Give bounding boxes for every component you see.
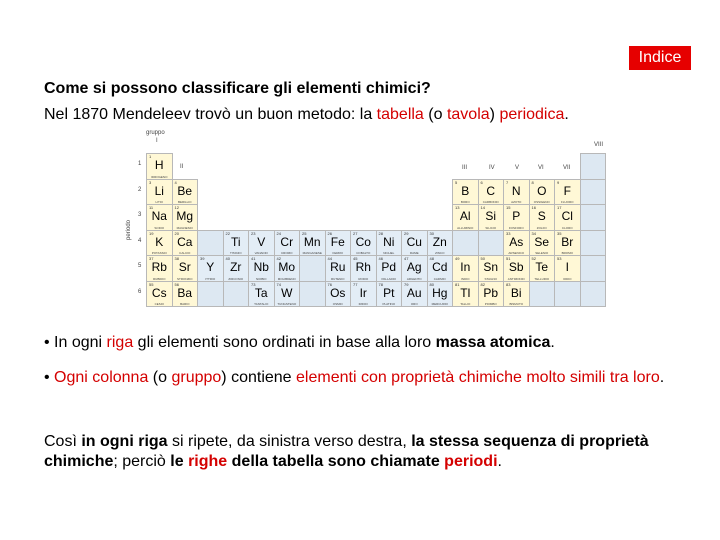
element-name: CROMO	[281, 251, 293, 255]
element-symbol: P	[512, 209, 521, 223]
element-cell	[248, 281, 275, 308]
element-name: BISMUTO	[509, 302, 524, 306]
atomic-number: 76	[327, 281, 332, 287]
atomic-number: 29	[404, 230, 409, 236]
bullet2-mid2: ) contiene	[221, 369, 297, 386]
atomic-number: 55	[149, 281, 154, 287]
element-cell	[325, 281, 352, 308]
atomic-number: 41	[251, 256, 256, 261]
element-symbol: Te	[535, 260, 549, 274]
element-symbol: Cr	[280, 234, 294, 249]
group-label-I: I	[156, 138, 158, 144]
periodic-table	[126, 130, 604, 310]
element-cell	[452, 281, 479, 308]
element-cell	[223, 255, 250, 282]
element-name: BORO	[460, 200, 470, 204]
element-name: COBALTO	[356, 251, 371, 255]
element-cell-empty	[554, 281, 581, 308]
period-number: 4	[138, 237, 142, 244]
element-name: IRIDIO	[358, 302, 368, 306]
atomic-number: 17	[557, 205, 562, 210]
element-cell	[299, 230, 326, 257]
atomic-number: 78	[378, 281, 383, 287]
period-number: 1	[138, 161, 142, 167]
element-name: POTASSIO	[151, 251, 167, 255]
closing-tail: della tabella sono chiamate	[227, 453, 445, 470]
atomic-number: 7	[506, 179, 509, 185]
atomic-number: 50	[480, 256, 485, 261]
atomic-number: 48	[429, 256, 434, 261]
element-name: ITTRIO	[205, 276, 216, 281]
element-symbol: Ta	[254, 285, 268, 300]
element-name: ARSENICO	[508, 251, 525, 255]
element-name: OSSIGENO	[533, 200, 550, 204]
gruppo-label: gruppo	[146, 130, 165, 136]
element-cell	[146, 204, 173, 231]
element-name: PLATINO	[382, 302, 396, 306]
element-name: MOLIBDENO	[277, 276, 296, 281]
bullet2-end: .	[659, 369, 665, 386]
intro-pre: Nel 1870 Mendeleev trovò un buon metodo: la	[44, 106, 377, 123]
element-name: MAGNESIO	[176, 225, 193, 230]
element-symbol: Zr	[230, 260, 242, 274]
element-name: VANADIO	[254, 251, 268, 255]
bullet-dot: •	[44, 334, 55, 351]
element-name: PALLADIO	[381, 276, 396, 281]
element-symbol: Cl	[561, 209, 573, 223]
atomic-number: 16	[531, 205, 536, 210]
closing-sequence: la stessa sequenza di proprietà chimiche	[44, 433, 649, 470]
atomic-number: 46	[378, 256, 383, 261]
atomic-number: 27	[353, 230, 358, 236]
element-name: LITIO	[155, 200, 163, 204]
group-label-VII: VII	[563, 165, 571, 171]
atomic-number: 3	[149, 179, 152, 185]
element-name: INDIO	[461, 276, 470, 281]
element-cell	[172, 179, 199, 206]
element-cell-empty	[580, 204, 607, 231]
element-cell	[478, 255, 505, 282]
element-symbol: Na	[151, 209, 167, 223]
element-symbol: B	[461, 183, 470, 198]
element-cell	[554, 230, 581, 257]
element-name: ANTIMONIO	[507, 276, 525, 281]
element-cell	[529, 255, 556, 282]
element-cell	[350, 281, 377, 308]
element-symbol: Rb	[151, 260, 167, 274]
atomic-number: 44	[327, 256, 332, 261]
bullet2-gruppo: gruppo	[171, 369, 222, 386]
group-label-IV: IV	[489, 165, 495, 171]
element-symbol: Si	[485, 209, 497, 223]
element-name: FERRO	[332, 251, 343, 255]
atomic-number: 34	[531, 230, 536, 236]
closing-end: .	[497, 453, 502, 470]
intro-mid2: )	[489, 106, 500, 123]
element-cell-empty	[452, 230, 479, 257]
element-name: MERCURIO	[431, 302, 448, 306]
element-symbol: S	[537, 209, 546, 223]
element-name: SELENIO	[535, 251, 549, 255]
element-cell	[503, 281, 530, 308]
element-symbol: N	[511, 183, 521, 198]
atomic-number: 13	[455, 205, 460, 210]
period-number: 2	[138, 186, 142, 193]
element-symbol: Tl	[460, 285, 471, 300]
element-name: OSMIO	[332, 302, 343, 306]
element-cell-empty	[580, 281, 607, 308]
element-symbol: I	[565, 260, 569, 274]
element-symbol: Mg	[176, 209, 194, 223]
atomic-number: 4	[174, 179, 177, 185]
element-cell	[401, 230, 428, 257]
element-cell	[376, 281, 403, 308]
element-symbol: Pb	[483, 285, 499, 300]
element-cell	[274, 281, 301, 308]
bullet-1	[44, 334, 555, 352]
atomic-number: 35	[557, 230, 562, 236]
element-symbol: Mn	[303, 234, 321, 249]
element-name: MANGANESE	[302, 251, 322, 255]
element-symbol: Sr	[178, 260, 191, 274]
atomic-number: 82	[480, 281, 485, 287]
atomic-number: 30	[429, 230, 434, 236]
intro-mid1: (o	[423, 106, 447, 123]
element-cell	[401, 281, 428, 308]
element-cell-empty	[299, 281, 326, 308]
element-cell-empty	[580, 153, 607, 180]
element-name: ZIRCONIO	[228, 276, 244, 281]
element-cell	[478, 281, 505, 308]
atomic-number: 33	[506, 230, 511, 236]
element-name: ALLUMINIO	[457, 225, 474, 230]
element-cell	[223, 230, 250, 257]
element-symbol: Hg	[432, 285, 448, 300]
bullet2-properties: elementi con proprietà chimiche molto simili tra loro	[296, 369, 660, 386]
atomic-number: 74	[276, 281, 281, 287]
element-symbol: Pd	[381, 260, 397, 274]
element-name: FOSFORO	[508, 225, 524, 230]
index-button[interactable]: Indice	[629, 46, 691, 70]
element-symbol: Se	[534, 234, 550, 249]
element-symbol: Ca	[177, 234, 193, 249]
element-cell	[172, 281, 199, 308]
closing-mid1: si ripete, da sinistra verso destra,	[167, 433, 412, 450]
element-symbol: Bi	[510, 285, 522, 300]
element-name: SODIO	[154, 225, 165, 230]
atomic-number: 28	[378, 230, 383, 236]
element-name: PIOMBO	[484, 302, 497, 306]
atomic-number: 26	[327, 230, 332, 236]
element-cell	[529, 230, 556, 257]
element-cell	[401, 255, 428, 282]
period-number: 6	[138, 288, 142, 295]
atomic-number: 20	[174, 230, 179, 236]
bullet1-pre: In ogni	[54, 334, 107, 351]
element-cell	[248, 230, 275, 257]
period-number: 3	[138, 212, 142, 218]
intro-word-tabella: tabella	[376, 106, 424, 123]
group-label-V: V	[515, 165, 520, 171]
group-label-II: II	[180, 164, 184, 170]
closing-in-ogni-riga: in ogni riga	[81, 433, 168, 450]
element-name: RUTENIO	[331, 276, 345, 281]
element-cell	[146, 179, 173, 206]
element-name: NICHEL	[383, 251, 395, 255]
closing-paragraph	[44, 432, 684, 472]
element-symbol: Zn	[432, 234, 447, 249]
atomic-number: 22	[225, 230, 230, 236]
group-label-VIII: VIII	[594, 142, 604, 148]
element-cell	[427, 255, 454, 282]
element-cell	[350, 255, 377, 282]
atomic-number: 56	[174, 281, 179, 287]
element-cell	[452, 255, 479, 282]
element-cell	[172, 255, 199, 282]
element-cell	[427, 230, 454, 257]
element-symbol: Ru	[330, 260, 346, 274]
atomic-number: 81	[455, 281, 460, 287]
element-symbol: Rh	[355, 260, 371, 274]
element-cell	[529, 179, 556, 206]
element-name: NIOBIO	[255, 276, 267, 281]
element-name: SILICIO	[485, 225, 497, 230]
element-cell	[503, 179, 530, 206]
element-name: AZOTO	[511, 200, 522, 204]
intro-end: .	[564, 106, 569, 123]
element-symbol: Au	[406, 285, 422, 300]
element-symbol: Pt	[383, 285, 395, 300]
element-cell	[503, 255, 530, 282]
element-cell	[248, 255, 275, 282]
element-name: CLORO	[561, 225, 573, 230]
atomic-number: 42	[276, 256, 281, 261]
closing-righe: righe	[188, 453, 228, 470]
element-name: CALCIO	[179, 251, 191, 255]
atomic-number: 80	[429, 281, 434, 287]
element-cell	[325, 230, 352, 257]
bullet2-mid1: (o	[148, 369, 172, 386]
atomic-number: 25	[302, 230, 307, 236]
group-label-III: III	[462, 165, 468, 171]
element-cell	[452, 179, 479, 206]
element-name: RODIO	[358, 276, 369, 281]
atomic-number: 8	[531, 179, 534, 185]
atomic-number: 40	[225, 256, 230, 261]
atomic-number: 45	[353, 256, 358, 261]
bullet2-ogni-colonna: Ogni colonna	[54, 369, 149, 386]
element-symbol: Sn	[483, 260, 499, 274]
element-name: IDROGENO	[151, 174, 168, 179]
element-symbol: Ti	[230, 234, 241, 249]
element-cell	[503, 204, 530, 231]
bullet1-mid: gli elementi sono ordinati in base alla loro	[133, 334, 436, 351]
element-name: TANTALIO	[254, 302, 269, 306]
element-cell	[376, 255, 403, 282]
element-symbol: H	[154, 158, 164, 172]
element-name: CARBONIO	[482, 200, 499, 204]
element-cell	[172, 230, 199, 257]
closing-periodi: periodi	[444, 453, 498, 470]
bullet-dot: •	[44, 369, 55, 386]
element-symbol: K	[155, 234, 164, 249]
element-symbol: Mo	[278, 260, 296, 274]
element-symbol: Co	[355, 234, 371, 249]
element-name: IODIO	[562, 276, 572, 281]
element-symbol: As	[509, 234, 524, 249]
element-cell-empty	[223, 281, 250, 308]
element-cell	[325, 255, 352, 282]
element-symbol: Ag	[406, 260, 422, 274]
element-name: ZOLFO	[536, 225, 547, 230]
element-symbol: Cs	[151, 285, 167, 300]
atomic-number: 12	[174, 205, 179, 210]
atomic-number: 14	[480, 205, 485, 210]
element-cell	[274, 255, 301, 282]
element-name: BROMO	[561, 251, 573, 255]
element-symbol: Br	[561, 234, 574, 249]
element-name: ORO	[410, 302, 418, 306]
element-symbol: F	[563, 183, 571, 198]
atomic-number: 37	[149, 256, 154, 261]
element-symbol: Li	[154, 183, 164, 198]
intro-word-tavola: tavola	[446, 106, 490, 123]
bullet-2	[44, 368, 704, 388]
atomic-number: 11	[149, 205, 154, 210]
element-name: TELLURIO	[534, 276, 550, 281]
atomic-number: 38	[174, 256, 179, 261]
element-symbol: Fe	[330, 234, 345, 249]
element-cell-empty	[580, 179, 607, 206]
element-cell	[478, 179, 505, 206]
element-cell-empty	[197, 230, 224, 257]
element-symbol: Ir	[359, 285, 367, 300]
element-cell	[554, 255, 581, 282]
atomic-number: 49	[455, 256, 460, 261]
element-name: STRONZIO	[177, 276, 193, 281]
element-cell	[146, 255, 173, 282]
group-label-VI: VI	[538, 165, 544, 171]
element-name: CESIO	[154, 302, 164, 306]
element-name: TALLIO	[460, 302, 471, 306]
page-title: Come si possono classificare gli elementi chimici?	[44, 80, 431, 97]
atomic-number: 19	[149, 230, 154, 236]
atomic-number: 23	[251, 230, 256, 236]
element-cell	[172, 204, 199, 231]
atomic-number: 15	[506, 205, 511, 210]
period-number: 5	[138, 263, 142, 269]
element-name: STAGNO	[484, 276, 497, 281]
element-name: TUNGSTENO	[277, 302, 297, 306]
bullet1-massa-atomica: massa atomica	[435, 334, 551, 351]
element-symbol: Ba	[177, 285, 193, 300]
element-symbol: Y	[206, 260, 215, 274]
atomic-number: 79	[404, 281, 409, 287]
intro-word-periodica: periodica	[499, 106, 565, 123]
element-name: RUBIDIO	[152, 276, 166, 281]
element-cell	[274, 230, 301, 257]
element-symbol: Be	[177, 183, 193, 198]
element-cell-empty	[529, 281, 556, 308]
element-cell-empty	[299, 255, 326, 282]
element-symbol: In	[460, 260, 471, 274]
element-cell	[146, 230, 173, 257]
element-symbol: Cu	[406, 234, 422, 249]
element-cell	[529, 204, 556, 231]
atomic-number: 39	[200, 256, 205, 261]
element-cell	[427, 281, 454, 308]
closing-pre: Così	[44, 433, 82, 450]
element-name: RAME	[409, 251, 419, 255]
intro-text	[44, 106, 569, 124]
element-cell-empty	[197, 281, 224, 308]
element-symbol: C	[486, 183, 496, 198]
element-cell	[197, 255, 224, 282]
element-symbol: V	[257, 234, 266, 249]
element-cell	[503, 230, 530, 257]
bullet1-riga: riga	[106, 334, 134, 351]
element-cell-empty	[478, 230, 505, 257]
element-cell	[146, 153, 173, 180]
element-cell	[452, 204, 479, 231]
element-symbol: Ni	[383, 234, 395, 249]
element-symbol: Os	[330, 285, 346, 300]
element-name: BERILLIO	[177, 200, 192, 204]
atomic-number: 6	[480, 179, 483, 185]
atomic-number: 83	[506, 281, 511, 287]
element-name: BARIO	[180, 302, 190, 306]
periodo-label: periodo	[126, 219, 132, 240]
atomic-number: 9	[557, 179, 560, 185]
closing-le: le	[170, 453, 189, 470]
atomic-number: 53	[557, 256, 562, 261]
element-cell	[376, 230, 403, 257]
atomic-number: 5	[455, 179, 458, 185]
element-symbol: Nb	[253, 260, 269, 274]
element-symbol: Sb	[508, 260, 524, 274]
element-cell-empty	[580, 230, 607, 257]
atomic-number: 52	[531, 256, 536, 261]
element-cell	[350, 230, 377, 257]
atomic-number: 73	[251, 281, 256, 287]
element-name: ZINCO	[435, 251, 445, 255]
closing-mid2: ; perciò	[113, 453, 171, 470]
atomic-number: 77	[353, 281, 358, 287]
bullet1-end: .	[550, 334, 555, 351]
element-cell-empty	[580, 255, 607, 282]
element-name: ARGENTO	[406, 276, 422, 281]
element-symbol: Al	[459, 209, 471, 223]
element-name: TITANIO	[229, 251, 242, 255]
element-symbol: Cd	[432, 260, 448, 274]
element-cell	[554, 204, 581, 231]
atomic-number: 47	[404, 256, 409, 261]
atomic-number: 51	[506, 256, 511, 261]
element-symbol: O	[537, 183, 547, 198]
element-cell	[146, 281, 173, 308]
element-cell	[478, 204, 505, 231]
element-symbol: W	[281, 285, 293, 300]
element-cell	[554, 179, 581, 206]
element-name: FLUORO	[560, 200, 574, 204]
atomic-number: 24	[276, 230, 281, 236]
atomic-number: 1	[149, 154, 152, 159]
element-name: CADMIO	[433, 276, 446, 281]
